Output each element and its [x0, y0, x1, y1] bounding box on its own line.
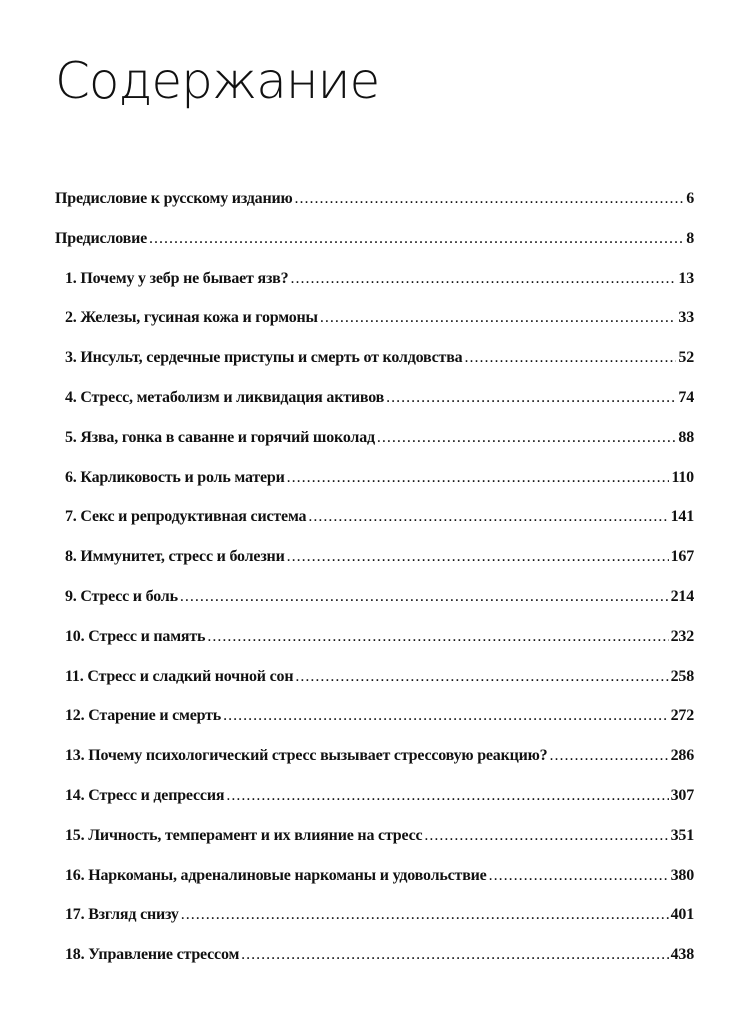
- toc-entry-label: Предисловие: [55, 229, 147, 247]
- toc-entry-label: 10. Стресс и память: [65, 627, 206, 645]
- dot-leader: [424, 827, 668, 845]
- dot-leader: [308, 508, 668, 526]
- toc-entry-page: 351: [670, 826, 694, 844]
- toc-entry-page: 214: [670, 587, 694, 605]
- toc-entry-label: 18. Управление стрессом: [65, 946, 240, 964]
- toc-entry-label: 15. Личность, темперамент и их влияние на стресс: [65, 826, 423, 844]
- toc-entry-label: 13. Почему психологический стресс вызывает стрессовую реакцию?: [65, 747, 548, 765]
- toc-entry[interactable]: [55, 668, 694, 708]
- dot-leader: [149, 230, 684, 248]
- dot-leader: [223, 707, 669, 725]
- toc-entry-label: 7. Секс и репродуктивная система: [65, 508, 307, 526]
- dot-leader: [180, 588, 669, 606]
- toc-entry[interactable]: [55, 946, 694, 986]
- toc-entry[interactable]: [55, 469, 694, 509]
- toc-entry-page: 232: [670, 627, 694, 645]
- toc-entry-page: 13: [678, 269, 694, 287]
- toc-entry-page: 272: [670, 707, 694, 725]
- toc-entry-label: 9. Стресс и боль: [65, 587, 178, 605]
- toc-entry-page: 110: [671, 468, 694, 486]
- toc-entry-page: 167: [670, 548, 694, 566]
- toc-entry-page: 380: [670, 866, 694, 884]
- toc-entry[interactable]: [55, 747, 694, 787]
- toc-entry[interactable]: [55, 508, 694, 548]
- toc-entry[interactable]: [55, 588, 694, 628]
- toc-entry[interactable]: [55, 906, 694, 946]
- table-of-contents: [55, 190, 694, 986]
- dot-leader: [320, 309, 677, 327]
- toc-entry-page: 88: [678, 428, 694, 446]
- toc-entry-label: 2. Железы, гусиная кожа и гормоны: [65, 309, 318, 327]
- toc-entry[interactable]: [55, 787, 694, 827]
- page-title: Содержание: [55, 52, 380, 110]
- toc-entry[interactable]: [55, 707, 694, 747]
- dot-leader: [241, 946, 668, 964]
- toc-entry-page: 141: [670, 508, 694, 526]
- toc-entry[interactable]: [55, 270, 694, 310]
- toc-entry[interactable]: [55, 548, 694, 588]
- dot-leader: [287, 469, 670, 487]
- toc-entry-page: 438: [670, 946, 694, 964]
- toc-entry[interactable]: [55, 628, 694, 668]
- toc-entry[interactable]: [55, 867, 694, 907]
- toc-entry-label: 8. Иммунитет, стресс и болезни: [65, 548, 285, 566]
- toc-entry-page: 6: [686, 190, 694, 207]
- toc-entry-page: 258: [670, 667, 694, 685]
- dot-leader: [295, 668, 668, 686]
- dot-leader: [295, 190, 685, 208]
- dot-leader: [290, 270, 676, 288]
- toc-entry-page: 52: [678, 349, 694, 367]
- dot-leader: [207, 628, 668, 646]
- toc-entry[interactable]: [55, 190, 694, 230]
- toc-entry-page: 286: [670, 747, 694, 765]
- toc-entry[interactable]: [55, 429, 694, 469]
- toc-entry[interactable]: [55, 309, 694, 349]
- toc-entry[interactable]: [55, 389, 694, 429]
- toc-entry-page: 307: [670, 786, 694, 804]
- toc-entry-page: 74: [678, 388, 694, 406]
- dot-leader: [464, 349, 676, 367]
- toc-entry[interactable]: [55, 230, 694, 270]
- toc-entry-page: 33: [678, 309, 694, 327]
- dot-leader: [377, 429, 677, 447]
- dot-leader: [489, 867, 669, 885]
- toc-entry-label: 3. Инсульт, сердечные приступы и смерть от колдовства: [65, 349, 463, 367]
- toc-entry-label: 4. Стресс, метаболизм и ликвидация активов: [65, 388, 385, 406]
- toc-entry-label: 1. Почему у зебр не бывает язв?: [65, 269, 289, 287]
- dot-leader: [386, 389, 676, 407]
- toc-entry-label: 14. Стресс и депрессия: [65, 786, 225, 804]
- toc-entry-label: 16. Наркоманы, адреналиновые наркоманы и удовольствие: [65, 866, 487, 884]
- toc-entry-label: 17. Взгляд снизу: [65, 906, 179, 924]
- toc-entry[interactable]: [55, 827, 694, 867]
- toc-entry-page: 401: [670, 906, 694, 924]
- toc-entry-label: 6. Карликовость и роль матери: [65, 468, 285, 486]
- toc-entry[interactable]: [55, 349, 694, 389]
- dot-leader: [287, 548, 669, 566]
- toc-entry-label: 12. Старение и смерть: [65, 707, 222, 725]
- dot-leader: [226, 787, 668, 805]
- dot-leader: [549, 747, 668, 765]
- toc-entry-label: 11. Стресс и сладкий ночной сон: [65, 667, 294, 685]
- toc-entry-label: Предисловие к русскому изданию: [55, 190, 293, 207]
- toc-entry-page: 8: [686, 229, 694, 247]
- toc-entry-label: 5. Язва, гонка в саванне и горячий шоколад: [65, 428, 375, 446]
- dot-leader: [181, 906, 669, 924]
